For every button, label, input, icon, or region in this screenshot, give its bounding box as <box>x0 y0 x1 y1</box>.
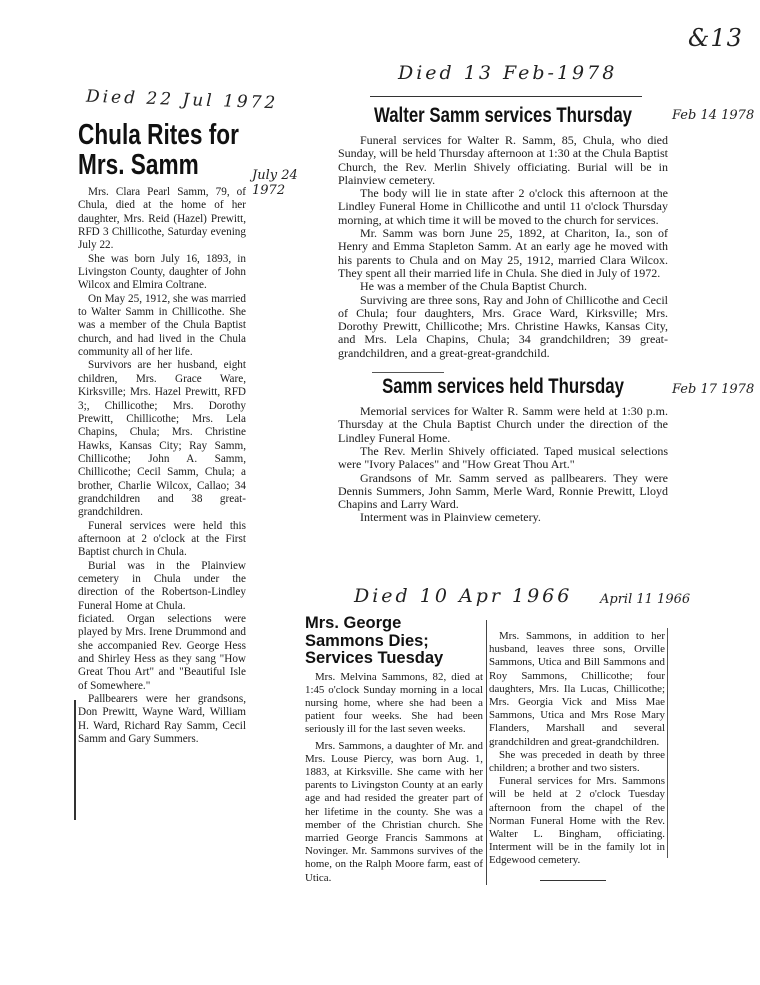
handwritten-pub-date: April 11 1966 <box>600 592 691 607</box>
end-rule <box>540 880 606 881</box>
paragraph: Burial was in the Plainview cemetery in Chula under the direction of the Robertson-Lindley Funeral Home at Chula. <box>78 559 246 612</box>
divider <box>370 96 642 97</box>
paragraph: She was born July 16, 1893, in Livingston County, daughter of John Wilcox and Elmira Coltrane. <box>78 252 246 292</box>
obituary-walter-samm <box>338 104 668 360</box>
handwritten-pub-date: July 24 1972 <box>252 168 298 198</box>
paragraph: Interment was in Plainview cemetery. <box>360 510 541 525</box>
article-body <box>338 134 668 360</box>
column-rule <box>667 628 668 858</box>
walter-samm-clippings <box>338 104 668 525</box>
paragraph: Memorial services for Walter R. Samm were held at 1:30 p.m. Thursday at the Chula Baptist Church under the direction of the Lindley Funeral Home. <box>338 404 668 445</box>
article-body <box>338 405 668 525</box>
handwritten-death-date: Died 10 Apr 1966 <box>354 585 573 607</box>
paragraph: The body will lie in state after 2 o'clock this afternoon at the Lindley Funeral Home in Chillicothe and until 11 o'clock Thursday morning, at which time it will be moved to the church for services. <box>338 186 668 227</box>
obituary-melvina-sammons <box>305 615 483 885</box>
article-body-left <box>305 671 483 885</box>
paragraph: Pallbearers were her grandsons, Don Prewitt, Wayne Ward, William H. Ward, Richard Ray Samm, Cecil Samm and Gary Summers. <box>78 693 246 746</box>
paragraph: Mrs. Sammons, in addition to her husband, leaves three sons, Orville Sammons, Utica and Bill Sammons and Roy Sammons, Chillicothe; four daughters, Mrs. Ila Lucas, Chillicothe; Mrs. Georgia Vick and Miss Mae Sammons, Utica and Mrs Rose Mary Flanders, Marshall and several grandchildren and great-grandchildren. <box>489 630 665 748</box>
obituary-melvina-sammons-continued <box>489 630 665 868</box>
paragraph: Funeral services were held this afternoon at 2 o'clock at the First Baptist church in Chula. <box>78 519 246 559</box>
handwritten-death-date: Died 22 Jul 1972 <box>85 86 279 114</box>
paragraph: Surviving are three sons, Ray and John of Chillicothe and Cecil of Chula; four daughters, Mrs. Grace Ward, Kirksville; Mrs. Dorothy Prewitt, Chillicothe; Mrs. Christine Hawks, Kansas City, and Mrs. Lela Chapins, Chula; 34 grandchildren; 39 great-grandchildren, and a great-great-grandchild. <box>338 292 668 360</box>
paragraph: Mrs. Sammons, a daughter of Mr. and Mrs. Louse Piercy, was born Aug. 1, 1883, at Kirksville. She came with her parents to Livingston County at an early age and had resided the greater part of her lifetime in the county. She was a member of the Christian church. She married George Francis Sammons at Novinger. Mr. Sammons survives of the home, on the Ralph Moore farm, east of Utica. <box>305 739 483 884</box>
headline: Samm services held Thursday <box>382 375 624 399</box>
handwritten-pub-date: Feb 17 1978 <box>672 382 755 397</box>
article-body <box>78 186 246 746</box>
margin-line <box>74 700 76 820</box>
paragraph: Mrs. Melvina Sammons, 82, died at 1:45 o'clock Sunday morning in a local nursing home, where she had been a patient four weeks. She had been seriously ill for the last seven weeks. <box>305 670 483 736</box>
paragraph: Mrs. Clara Pearl Samm, 79, of Chula, died at the home of her daughter, Mrs. Reid (Hazel) Prewitt, RFD 3 Chillicothe, Saturday evening July 22. <box>78 186 246 252</box>
headline: Chula Rites for Mrs. Samm <box>78 119 239 181</box>
divider <box>372 372 444 373</box>
paragraph: On May 25, 1912, she was married to Walter Samm in Chillicothe. She was a member of the Chula Baptist church, and had lived in the Chula community all of her life. <box>78 292 246 359</box>
paragraph: Funeral services for Walter R. Samm, 85, Chula, who died Sunday, will be held Thursday afternoon at 1:30 at the Chula Baptist Church, the Rev. Merlin Shively officiating. Burial will be in Plainview cemetery. <box>338 133 668 187</box>
paragraph: He was a member of the Chula Baptist Church. <box>360 279 587 294</box>
paragraph: Survivors are her husband, eight children, Mrs. Grace Ware, Kirksville; Mrs. Hazel Prewitt, RFD 3;, Chillicothe; Mrs. Dorothy Prewitt, Chillicothe; Mrs. Lela Chapins, Chula; Mrs. Christine Hawks, Kansas City; Ray Samm, Chillicothe; John A. Samm, Chillicothe; Cecil Samm, Chula; a brother, Charlie Wilcox, Callao; 34 grandchildren and 38 great-grandchildren. <box>78 359 246 519</box>
handwritten-death-date: Died 13 Feb-1978 <box>398 62 618 84</box>
headline: Mrs. George Sammons Dies; Services Tuesday <box>305 614 444 667</box>
headline: Walter Samm services Thursday <box>373 104 633 127</box>
paragraph: The Rev. Merlin Shively officiated. Taped musical selections were "Ivory Palaces" and "How Great Thou Art." <box>338 443 668 472</box>
paragraph: Mr. Samm was born June 25, 1892, at Chariton, Ia., son of Henry and Emma Stapleton Samm. At an early age he moved with his parents to Chula and on May 25, 1912, married Clara Wilcox. They spent all their married life in Chula. She died in July of 1972. <box>338 226 668 280</box>
memorial-walter-samm <box>338 375 668 525</box>
article-body-right <box>489 630 665 868</box>
column-rule <box>486 620 487 885</box>
obituary-clara-samm <box>78 120 246 746</box>
paragraph: She was preceded in death by three children; a brother and two sisters. <box>489 748 665 775</box>
page-number-annotation: &13 <box>688 24 743 52</box>
paragraph: ficiated. Organ selections were played by Mrs. Irene Drummond and she accompanied Rev. George Hess and Shirley Hess as they sang "How Great Thou Art" and "Beautiful Isle of Somewhere." <box>78 613 246 692</box>
paragraph: Grandsons of Mr. Samm served as pallbearers. They were Dennis Summers, John Samm, Merle Ward, Ronnie Prewitt, Lloyd Chapins and Larry Ward. <box>338 470 668 512</box>
handwritten-pub-date: Feb 14 1978 <box>672 108 755 123</box>
paragraph: Funeral services for Mrs. Sammons will be held at 2 o'clock Tuesday afternoon from the chapel of the Norman Funeral Home with the Rev. Walter L. Bingham, officiating. Interment will be in the family lot in Edgewood cemetery. <box>489 775 665 867</box>
